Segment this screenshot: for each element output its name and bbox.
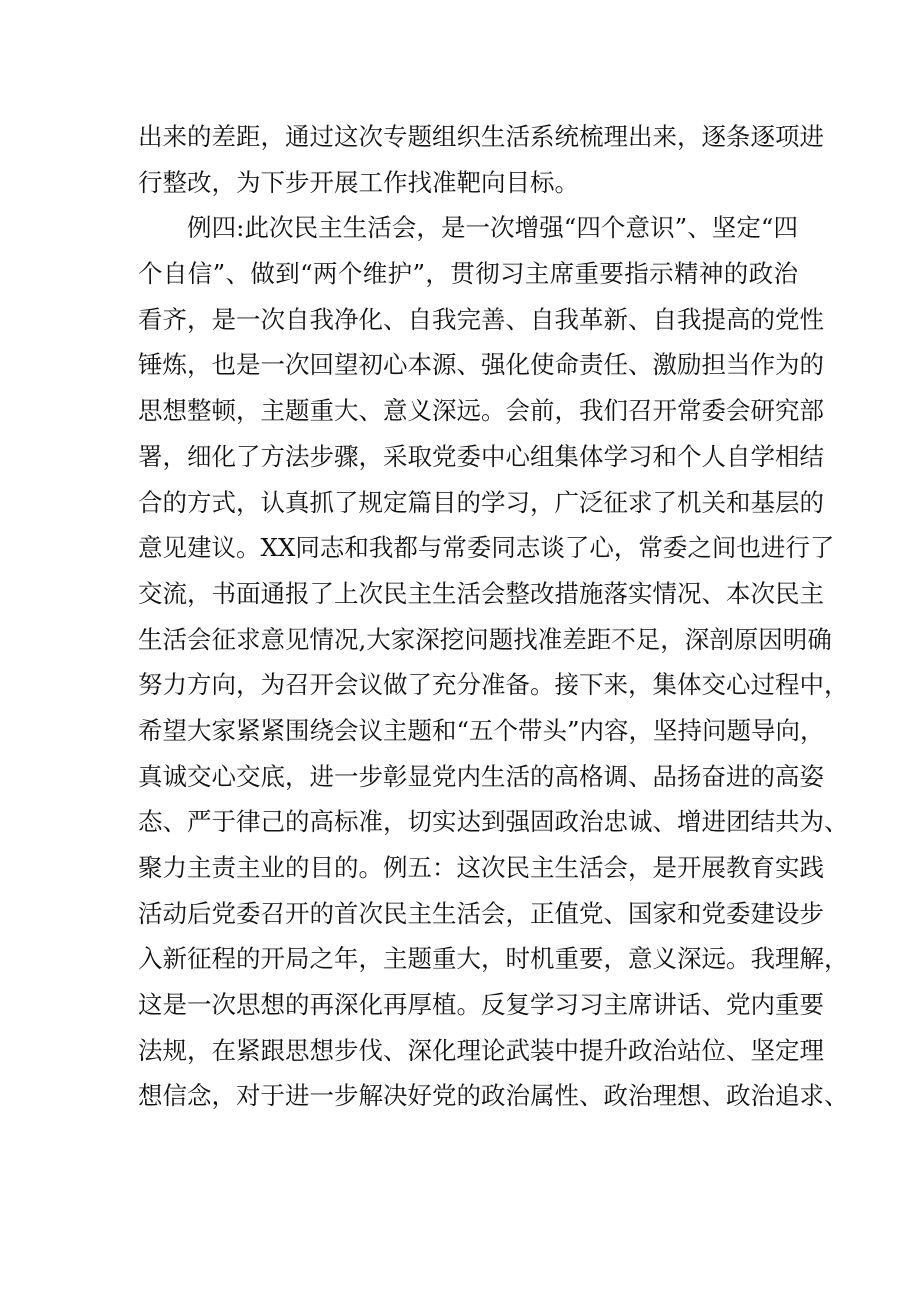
text-line: 出来的差距，通过这次专题组织生活系统梳理出来，逐条逐项进 [138, 122, 824, 151]
paragraph-start-line: 例四:此次民主生活会，是一次增强“四个意识”、坚定“四 [187, 213, 798, 243]
text-line: 聚力主责主业的目的。例五：这次民主生活会，是开展教育实践 [138, 853, 824, 882]
text-line: 行整改，为下步开展工作找准靶向目标。 [138, 167, 579, 197]
text-line: 署，细化了方法步骤，采取党委中心组集体学习和个人自学相结 [138, 441, 824, 471]
text-line: 态、严于律己的高标准，切实达到强固政治忠诚、增进团结共为、 [138, 807, 849, 837]
text-line: 想信念，对于进一步解决好党的政治属性、政治理想、政治追求、 [138, 1081, 849, 1111]
body-text [138, 114, 849, 1119]
text-line: 意见建议。XX同志和我都与常委同志谈了心，常委之间也进行了 [138, 533, 835, 563]
text-line: 生活会征求意见情况,大家深挖问题找准差距不足，深剖原因明确 [138, 624, 832, 654]
text-line: 合的方式，认真抓了规定篇目的学习，广泛征求了机关和基层的 [138, 487, 824, 517]
text-line: 这是一次思想的再深化再厚植。反复学习习主席讲话、党内重要 [138, 990, 824, 1020]
text-line: 个自信”、做到“两个维护”，贯彻习主席重要指示精神的政治 [138, 259, 798, 289]
text-line: 法规，在紧跟思想步伐、深化理论武装中提升政治站位、坚定理 [138, 1035, 824, 1065]
text-line: 交流，书面通报了上次民主生活会整改措施落实情况、本次民主 [138, 578, 824, 608]
text-line: 希望大家紧紧围绕会议主题和“五个带头”内容，坚持问题导向， [138, 715, 825, 745]
text-line: 努力方向，为召开会议做了充分准备。接下来，集体交心过程中， [138, 670, 849, 700]
text-line: 锤炼，也是一次回望初心本源、强化使命责任、激励担当作为的 [138, 350, 824, 380]
text-line: 看齐，是一次自我净化、自我完善、自我革新、自我提高的党性 [138, 304, 824, 334]
text-line: 思想整顿，主题重大、意义深远。会前，我们召开常委会研究部 [138, 396, 824, 426]
text-line: 入新征程的开局之年，主题重大，时机重要，意义深远。我理解， [138, 944, 849, 974]
text-line: 真诚交心交底，进一步彰显党内生活的高格调、品扬奋进的高姿 [138, 761, 824, 791]
text-line: 活动后党委召开的首次民主生活会，正值党、国家和党委建设步 [138, 898, 824, 928]
